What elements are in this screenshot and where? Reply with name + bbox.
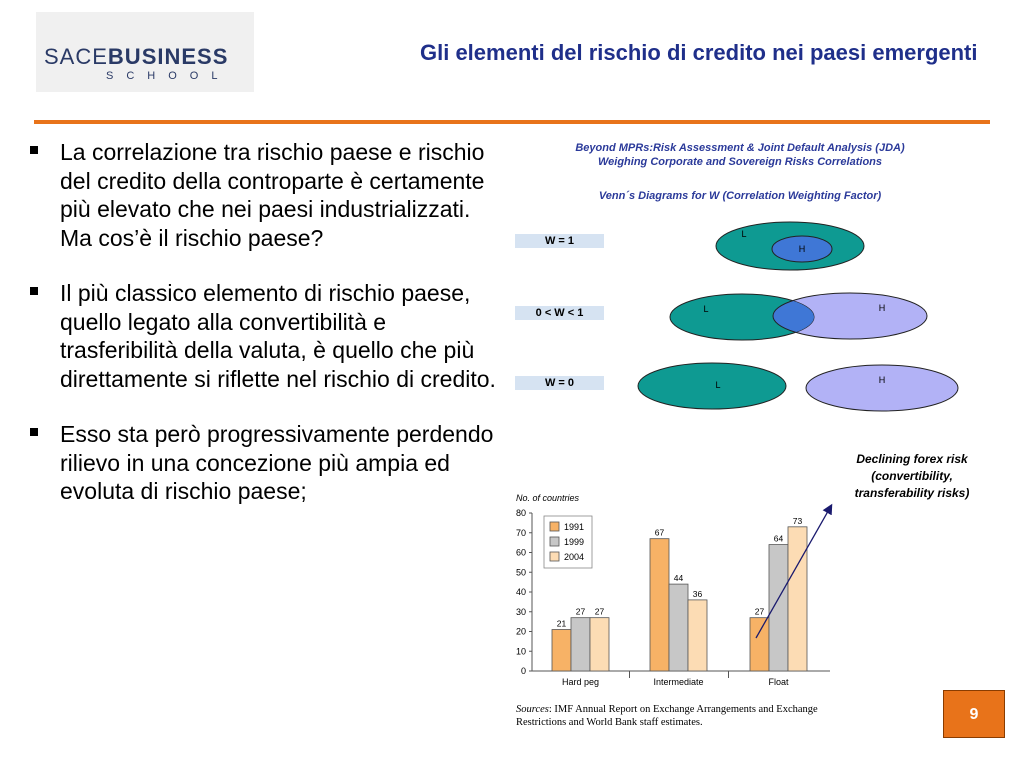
y-tick-label: 30 xyxy=(515,606,526,617)
slide-title: Gli elementi del rischio di credito nei paesi emergenti xyxy=(420,40,978,65)
y-axis-label: No. of countries xyxy=(516,493,580,503)
sources-text: : IMF Annual Report on Exchange Arrangements and Exchange Restrictions and World Bank staff estimates. xyxy=(516,704,818,728)
venn-h-label: H xyxy=(878,303,886,313)
bar-2004-float xyxy=(788,527,807,671)
legend-swatch xyxy=(550,537,559,546)
legend-label: 1999 xyxy=(564,537,585,547)
bar-1991-float xyxy=(750,618,769,671)
bar-1999-intermediate xyxy=(669,584,688,671)
venn-l-label: L xyxy=(703,304,709,314)
bar-1991-hard-peg xyxy=(552,630,571,671)
bar-value-label: 73 xyxy=(792,515,803,526)
venn-title-line-2: Weighing Corporate and Sovereign Risks Correlations xyxy=(597,156,883,168)
exchange-regime-chart xyxy=(500,488,840,698)
bar-1991-intermediate xyxy=(650,539,669,671)
venn-h-circle xyxy=(806,365,958,411)
x-category-label: Hard peg xyxy=(561,677,600,687)
logo-school: SCHOOL xyxy=(106,70,231,82)
legend-swatch xyxy=(550,552,559,561)
bar-2004-hard-peg xyxy=(590,618,609,671)
bar-value-label: 44 xyxy=(673,573,684,584)
bar-value-label: 36 xyxy=(692,588,703,599)
venn-title-line-1: Beyond MPRs:Risk Assessment & Joint Default Analysis (JDA) xyxy=(575,142,905,154)
y-tick-label: 60 xyxy=(515,547,526,558)
legend-label: 2004 xyxy=(564,552,585,562)
legend-label: 1991 xyxy=(564,522,585,532)
y-tick-label: 50 xyxy=(515,567,526,578)
logo-business: BUSINESS xyxy=(107,44,229,69)
w-label-one: W = 1 xyxy=(515,234,604,248)
venn-h-label: H xyxy=(878,375,886,385)
y-tick-label: 20 xyxy=(515,626,526,637)
bar-1999-float xyxy=(769,545,788,671)
venn-l-label: L xyxy=(715,380,721,390)
bullet-text: Il più classico elemento di rischio paese, quello legato alla convertibilità e trasferibilità della valuta, è quello che più direttamente si riflette nel rischio di credito. xyxy=(60,280,496,392)
sources-label: Sources xyxy=(516,704,549,715)
bar-value-label: 64 xyxy=(773,533,784,544)
w-label-between: 0 < W < 1 xyxy=(515,306,604,320)
bar-value-label: 27 xyxy=(754,606,765,617)
bar-value-label: 21 xyxy=(556,618,567,629)
legend-swatch xyxy=(550,522,559,531)
bar-1999-hard-peg xyxy=(571,618,590,671)
bar-value-label: 27 xyxy=(594,606,605,617)
bullet-text: Esso sta però progressivamente perdendo rilievo in una concezione più ampia ed evoluta di rischio paese; xyxy=(60,421,494,504)
bar-value-label: 27 xyxy=(575,606,586,617)
sources-note xyxy=(516,703,836,729)
y-tick-label: 0 xyxy=(520,666,526,676)
logo-sace: SACE xyxy=(44,44,108,69)
venn-l-label: L xyxy=(741,229,747,239)
venn-h-label: H xyxy=(798,244,806,254)
y-tick-label: 10 xyxy=(515,646,526,657)
venn-l-circle xyxy=(638,363,786,409)
forex-risk-annotation: Declining forex risk (convertibility, transferability risks) xyxy=(854,452,970,500)
bar-2004-intermediate xyxy=(688,600,707,671)
y-tick-label: 40 xyxy=(515,587,526,597)
y-tick-label: 70 xyxy=(515,527,526,538)
venn-subtitle: Venn´s Diagrams for W (Correlation Weighting Factor) xyxy=(598,190,882,202)
w-label-zero: W = 0 xyxy=(515,376,604,390)
x-category-label: Float xyxy=(768,677,789,687)
page-number: 9 xyxy=(943,690,1005,738)
bullet-text: La correlazione tra rischio paese e rischio del credito della controparte è certamente più elevato che nei paesi industrializzati. Ma cos’è il rischio paese? xyxy=(60,139,485,251)
x-category-label: Intermediate xyxy=(653,677,704,687)
y-tick-label: 80 xyxy=(515,508,526,518)
bar-value-label: 67 xyxy=(654,527,665,538)
